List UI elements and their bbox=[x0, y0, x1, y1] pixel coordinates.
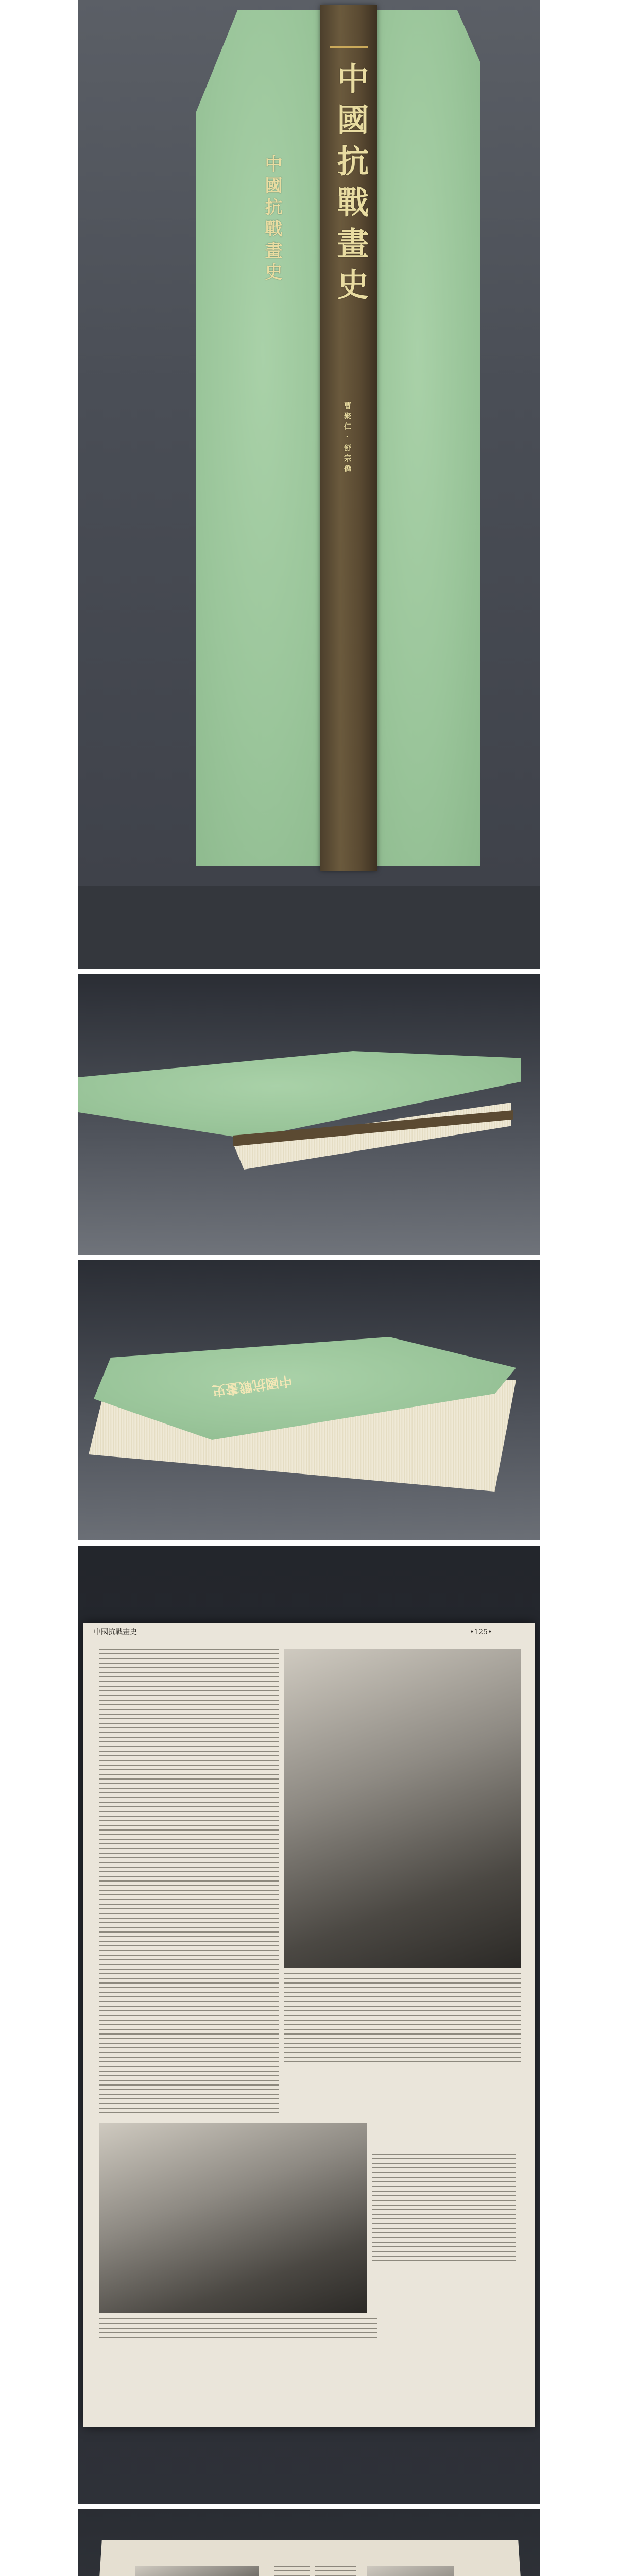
spread1-photo-a bbox=[135, 2566, 259, 2576]
photo-bottom-edge bbox=[78, 974, 540, 1255]
running-header: 中國抗戰畫史 bbox=[94, 1628, 137, 1636]
photo-inner-page bbox=[78, 1546, 540, 2504]
lower-caption-line bbox=[99, 2318, 377, 2339]
photo-caption-block bbox=[284, 1973, 521, 2066]
body-text-column bbox=[99, 1649, 279, 2117]
cover-title-upside: 中國抗戰畫史 bbox=[211, 1372, 293, 1399]
spine-rule bbox=[330, 46, 368, 48]
spine-title: 中國抗戰畫史 bbox=[332, 62, 369, 309]
photo-top-edge bbox=[78, 1260, 540, 1540]
spread1-text-right bbox=[315, 2566, 356, 2576]
spread1-text-left bbox=[274, 2566, 310, 2576]
photo-three-figures bbox=[99, 2123, 367, 2313]
page-number: •125• bbox=[470, 1628, 492, 1636]
bottom-caption-block bbox=[372, 2154, 516, 2262]
spine-small-label: 曹聚仁·舒宗僑 bbox=[343, 402, 351, 475]
back-cover-title: 中國抗戰畫史 bbox=[262, 155, 282, 284]
photo-generals-group bbox=[284, 1649, 521, 1968]
spread1-photo-d bbox=[367, 2566, 454, 2576]
table-surface bbox=[78, 886, 540, 969]
photo-spine-view bbox=[78, 0, 540, 969]
book-front-cover-side bbox=[367, 10, 480, 866]
photo-open-spread-1 bbox=[78, 2509, 540, 2576]
